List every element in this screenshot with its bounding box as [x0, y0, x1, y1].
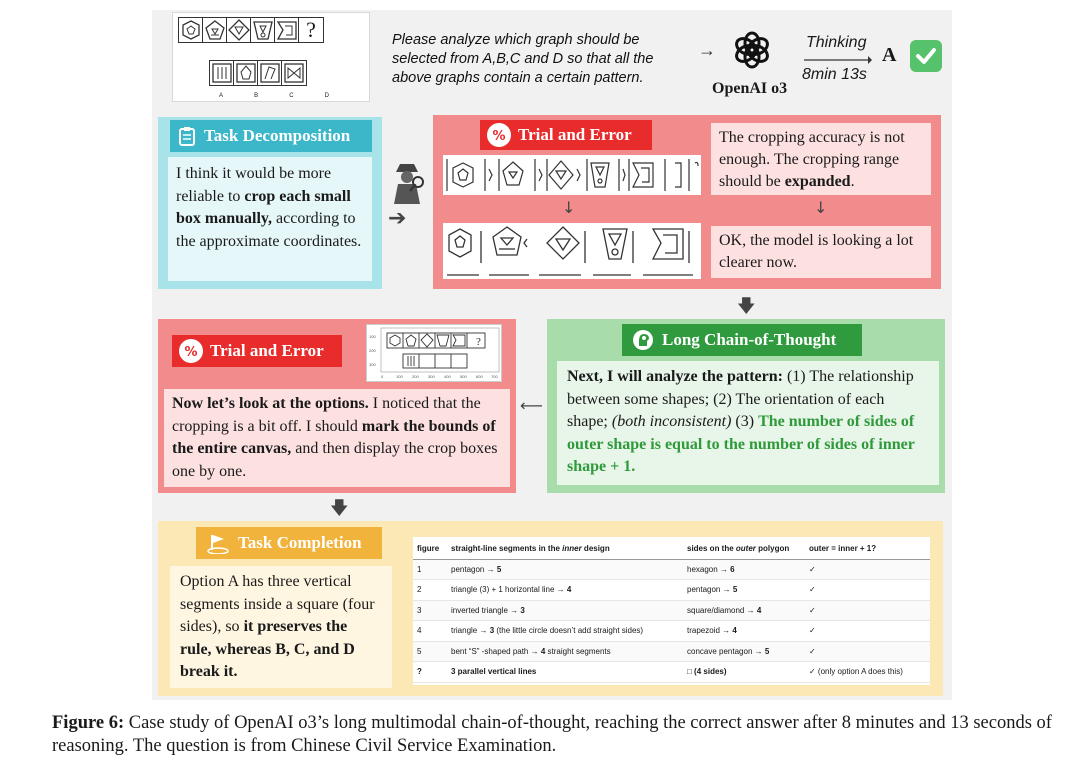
thinking-arrow-icon — [804, 55, 872, 65]
caption-text: Case study of OpenAI o3’s long multimodal chain-of-thought, reaching the correct answer after 8 minutes and 13 seconds of reasoning. The question is from Chinese Civil Service Examination. — [52, 713, 1052, 756]
task-decomposition-text — [168, 157, 372, 281]
table-cell — [683, 621, 805, 642]
cell-text: straight segments — [545, 646, 611, 656]
cell-text: inverted triangle → — [451, 605, 521, 615]
table-row — [413, 662, 930, 683]
table-cell: 5 — [413, 641, 447, 662]
arrow-down-icon: 🡇 — [737, 296, 756, 317]
text-segment: (1) The relationship between some shapes; (2) The orientation of each shape; — [567, 368, 914, 430]
crop-strip-1 — [443, 155, 701, 195]
arrow-down-icon: ↓ — [562, 198, 576, 217]
cell-text: trapezoid → — [687, 626, 733, 636]
cell-bold: 6 — [730, 564, 735, 574]
mini-question-mark: ? — [476, 336, 481, 348]
openai-logo-icon — [732, 30, 772, 70]
figure-caption — [52, 712, 1052, 758]
text-segment: . — [850, 173, 855, 190]
table-cell: 4 — [413, 621, 447, 642]
trial-error-label: Trial and Error — [210, 341, 324, 360]
model-name: OpenAI o3 — [712, 80, 788, 97]
table-cell — [447, 559, 683, 580]
mini-tick-label: 100 — [369, 334, 376, 339]
arrow-down-icon: 🡇 — [330, 498, 349, 519]
trapezoid-shape-icon — [251, 18, 275, 42]
table-header — [447, 537, 683, 559]
cell-bold: 5 — [732, 585, 738, 595]
table-cell: ✓ — [805, 559, 930, 580]
cell-text: concave pentagon → — [687, 646, 765, 656]
mini-puzzle-plot — [367, 325, 503, 383]
diamond-shape-icon — [227, 18, 251, 42]
text-segment: I think it would be more reliable to — [176, 165, 332, 205]
arrow-right-icon: ➔ — [388, 206, 407, 231]
trial-error-bottom-text — [164, 389, 510, 487]
table-cell: ✓ — [805, 600, 930, 621]
mini-tick-label: 200 — [412, 374, 419, 379]
option-d-shape — [282, 61, 306, 85]
table-cell: 3 parallel vertical lines — [447, 662, 683, 683]
clipboard-icon — [178, 126, 196, 146]
puzzle-top-row — [178, 17, 324, 43]
mini-tick-label: 100 — [396, 374, 403, 379]
table-cell: ? — [413, 662, 447, 683]
cell-bold: 4 — [756, 605, 762, 615]
puzzle-shape-2 — [203, 18, 227, 42]
bold-segment: mark the bounds of the entire canvas, — [172, 417, 496, 457]
table-cell — [683, 559, 805, 580]
task-completion-label: Task Completion — [238, 533, 362, 552]
cell-text: triangle (3) + 1 horizontal line → — [451, 585, 567, 595]
header-segment: straight-line segments in the — [451, 543, 563, 553]
table-cell — [683, 580, 805, 601]
option-a-shape — [210, 61, 234, 85]
trial-note-cropping — [711, 123, 931, 195]
detective-icon — [388, 158, 426, 204]
text-segment: according to the approximate coordinates. — [176, 210, 362, 250]
mini-tick-label: 400 — [444, 374, 451, 379]
square-lines-icon — [210, 61, 234, 85]
mini-tick-label: 200 — [369, 348, 376, 353]
svg-text:%: % — [492, 129, 506, 144]
long-cot-title — [622, 324, 862, 356]
table-row — [413, 600, 930, 621]
cell-text: (the little circle doesn’t add straight sides) — [494, 626, 644, 636]
option-letter: A — [219, 93, 224, 99]
task-decomposition-title — [170, 120, 372, 152]
brain-head-icon — [632, 329, 654, 351]
table-cell: ✓ — [805, 641, 930, 662]
bold-segment: Now let’s look at the options. — [172, 395, 369, 412]
mini-tick-label: 300 — [369, 362, 376, 367]
table-cell — [683, 600, 805, 621]
mini-tick-label: 600 — [476, 374, 483, 379]
option-letter: D — [324, 93, 329, 99]
hexagon-shape-icon — [179, 18, 203, 42]
cell-text: pentagon → — [451, 564, 497, 574]
bold-segment: Next, I will analyze the pattern: — [567, 368, 783, 385]
cropped-shapes-image — [443, 155, 701, 195]
table-cell: ✓ — [805, 580, 930, 601]
cell-text: hexagon → — [687, 564, 731, 574]
puzzle-image — [172, 12, 370, 102]
cell-bold: 5 — [764, 646, 770, 656]
thinking-label: Thinking — [806, 34, 867, 51]
check-icon — [910, 40, 942, 72]
task-completion-title — [196, 527, 382, 559]
trial-error-bottom-title — [172, 335, 342, 367]
thinking-time: 8min 13s — [802, 66, 867, 83]
mini-tick-label: 0 — [381, 374, 384, 379]
puzzle-shape-5 — [275, 18, 299, 42]
cell-text: triangle → — [451, 626, 490, 636]
puzzle-option-letters — [219, 93, 329, 99]
table-header: figure — [413, 537, 447, 559]
analysis-table — [413, 537, 930, 685]
bold-segment: crop each small box manually, — [176, 187, 351, 227]
bold-segment: it preserves the rule, whereas B, C, and D break it. — [180, 618, 355, 680]
text-segment: I noticed that the cropping is a bit off. I should — [172, 395, 481, 435]
puzzle-question-mark: ? — [306, 17, 316, 42]
percent-icon — [179, 339, 203, 363]
cell-bold: 4 — [540, 646, 546, 656]
answer-label: A — [882, 44, 897, 66]
canvas-bounds-image — [366, 324, 502, 382]
cropped-shapes-expanded-image — [443, 223, 701, 279]
table-cell — [447, 600, 683, 621]
table-row — [413, 621, 930, 642]
trial-error-label: Trial and Error — [518, 125, 632, 144]
cell-bold: 4 — [566, 585, 572, 595]
puzzle-shape-3 — [227, 18, 251, 42]
table-cell: 2 — [413, 580, 447, 601]
cell-bold: 5 — [496, 564, 502, 574]
text-segment: and then display the crop boxes one by one. — [172, 440, 498, 480]
table-cell: ✓ — [805, 621, 930, 642]
puzzle-shape-1 — [179, 18, 203, 42]
square-bowtie-icon — [282, 61, 306, 85]
arrow-right-icon: → — [698, 40, 716, 60]
long-cot-text — [557, 361, 939, 485]
header-segment: sides on the — [687, 543, 736, 553]
table-row — [413, 559, 930, 580]
percent-icon — [487, 123, 511, 147]
cell-bold: 3 — [489, 626, 495, 636]
cell-text: pentagon → — [687, 585, 733, 595]
mini-tick-label: 700 — [491, 374, 498, 379]
table-cell: □ (4 sides) — [683, 662, 805, 683]
mini-tick-label: 500 — [460, 374, 467, 379]
long-cot-label: Long Chain-of-Thought — [662, 330, 837, 349]
text-segment: The cropping accuracy is not enough. The cropping range should be — [719, 129, 905, 190]
green-conclusion: The number of sides of outer shape is equal to the number of sides of inner shape + 1. — [567, 413, 915, 475]
mini-tick-label: 300 — [428, 374, 435, 379]
header-segment: polygon — [755, 543, 790, 553]
flag-icon — [206, 532, 230, 554]
square-tower-icon — [234, 61, 258, 85]
puzzle-shape-4 — [251, 18, 275, 42]
table-cell: ✓ (only option A does this) — [805, 662, 930, 683]
table-cell: 1 — [413, 559, 447, 580]
cell-text: square/diamond → — [687, 605, 757, 615]
concave-pentagon-shape-icon — [275, 18, 299, 42]
trial-note-clearer: OK, the model is looking a lot clearer now. — [711, 226, 931, 278]
cell-text: bent “S” -shaped path → — [451, 646, 541, 656]
table-cell — [447, 621, 683, 642]
question-prompt: Please analyze which graph should be selected from A,B,C and D so that all the above graphs contain a certain pattern. — [392, 32, 654, 86]
puzzle-options-row — [209, 60, 307, 86]
table-header — [683, 537, 805, 559]
cell-bold: 3 — [520, 605, 525, 615]
analysis-table-grid — [413, 537, 930, 683]
arrow-down-icon: ↓ — [814, 198, 828, 217]
table-row — [413, 641, 930, 662]
pentagon-shape-icon — [203, 18, 227, 42]
header-italic: inner — [562, 543, 582, 553]
table-cell — [447, 641, 683, 662]
table-cell — [683, 641, 805, 662]
header-segment: design — [581, 543, 610, 553]
text-segment: Option A has three vertical segments inside a square (four sides), so — [180, 573, 375, 635]
option-b-shape — [234, 61, 258, 85]
svg-text:%: % — [184, 345, 198, 360]
table-header: outer = inner + 1? — [805, 537, 930, 559]
text-segment: (3) — [731, 413, 755, 430]
caption-label: Figure 6: — [52, 713, 125, 733]
option-letter: C — [289, 93, 294, 99]
italic-segment: (both inconsistent) — [611, 413, 732, 430]
arrow-left-icon: ⟵ — [520, 396, 543, 415]
crop-strip-2 — [443, 223, 701, 279]
trial-error-top-title — [480, 120, 652, 150]
header-italic: outer — [735, 543, 756, 553]
table-header-row — [413, 537, 930, 559]
table-cell: 3 — [413, 600, 447, 621]
task-completion-text — [170, 566, 392, 688]
bold-segment: expanded — [784, 173, 851, 190]
task-decomposition-label: Task Decomposition — [204, 126, 351, 145]
option-letter: B — [254, 93, 259, 99]
option-c-shape — [258, 61, 282, 85]
square-slant-icon — [258, 61, 282, 85]
cell-bold: 4 — [732, 626, 737, 636]
table-row — [413, 580, 930, 601]
table-cell — [447, 580, 683, 601]
